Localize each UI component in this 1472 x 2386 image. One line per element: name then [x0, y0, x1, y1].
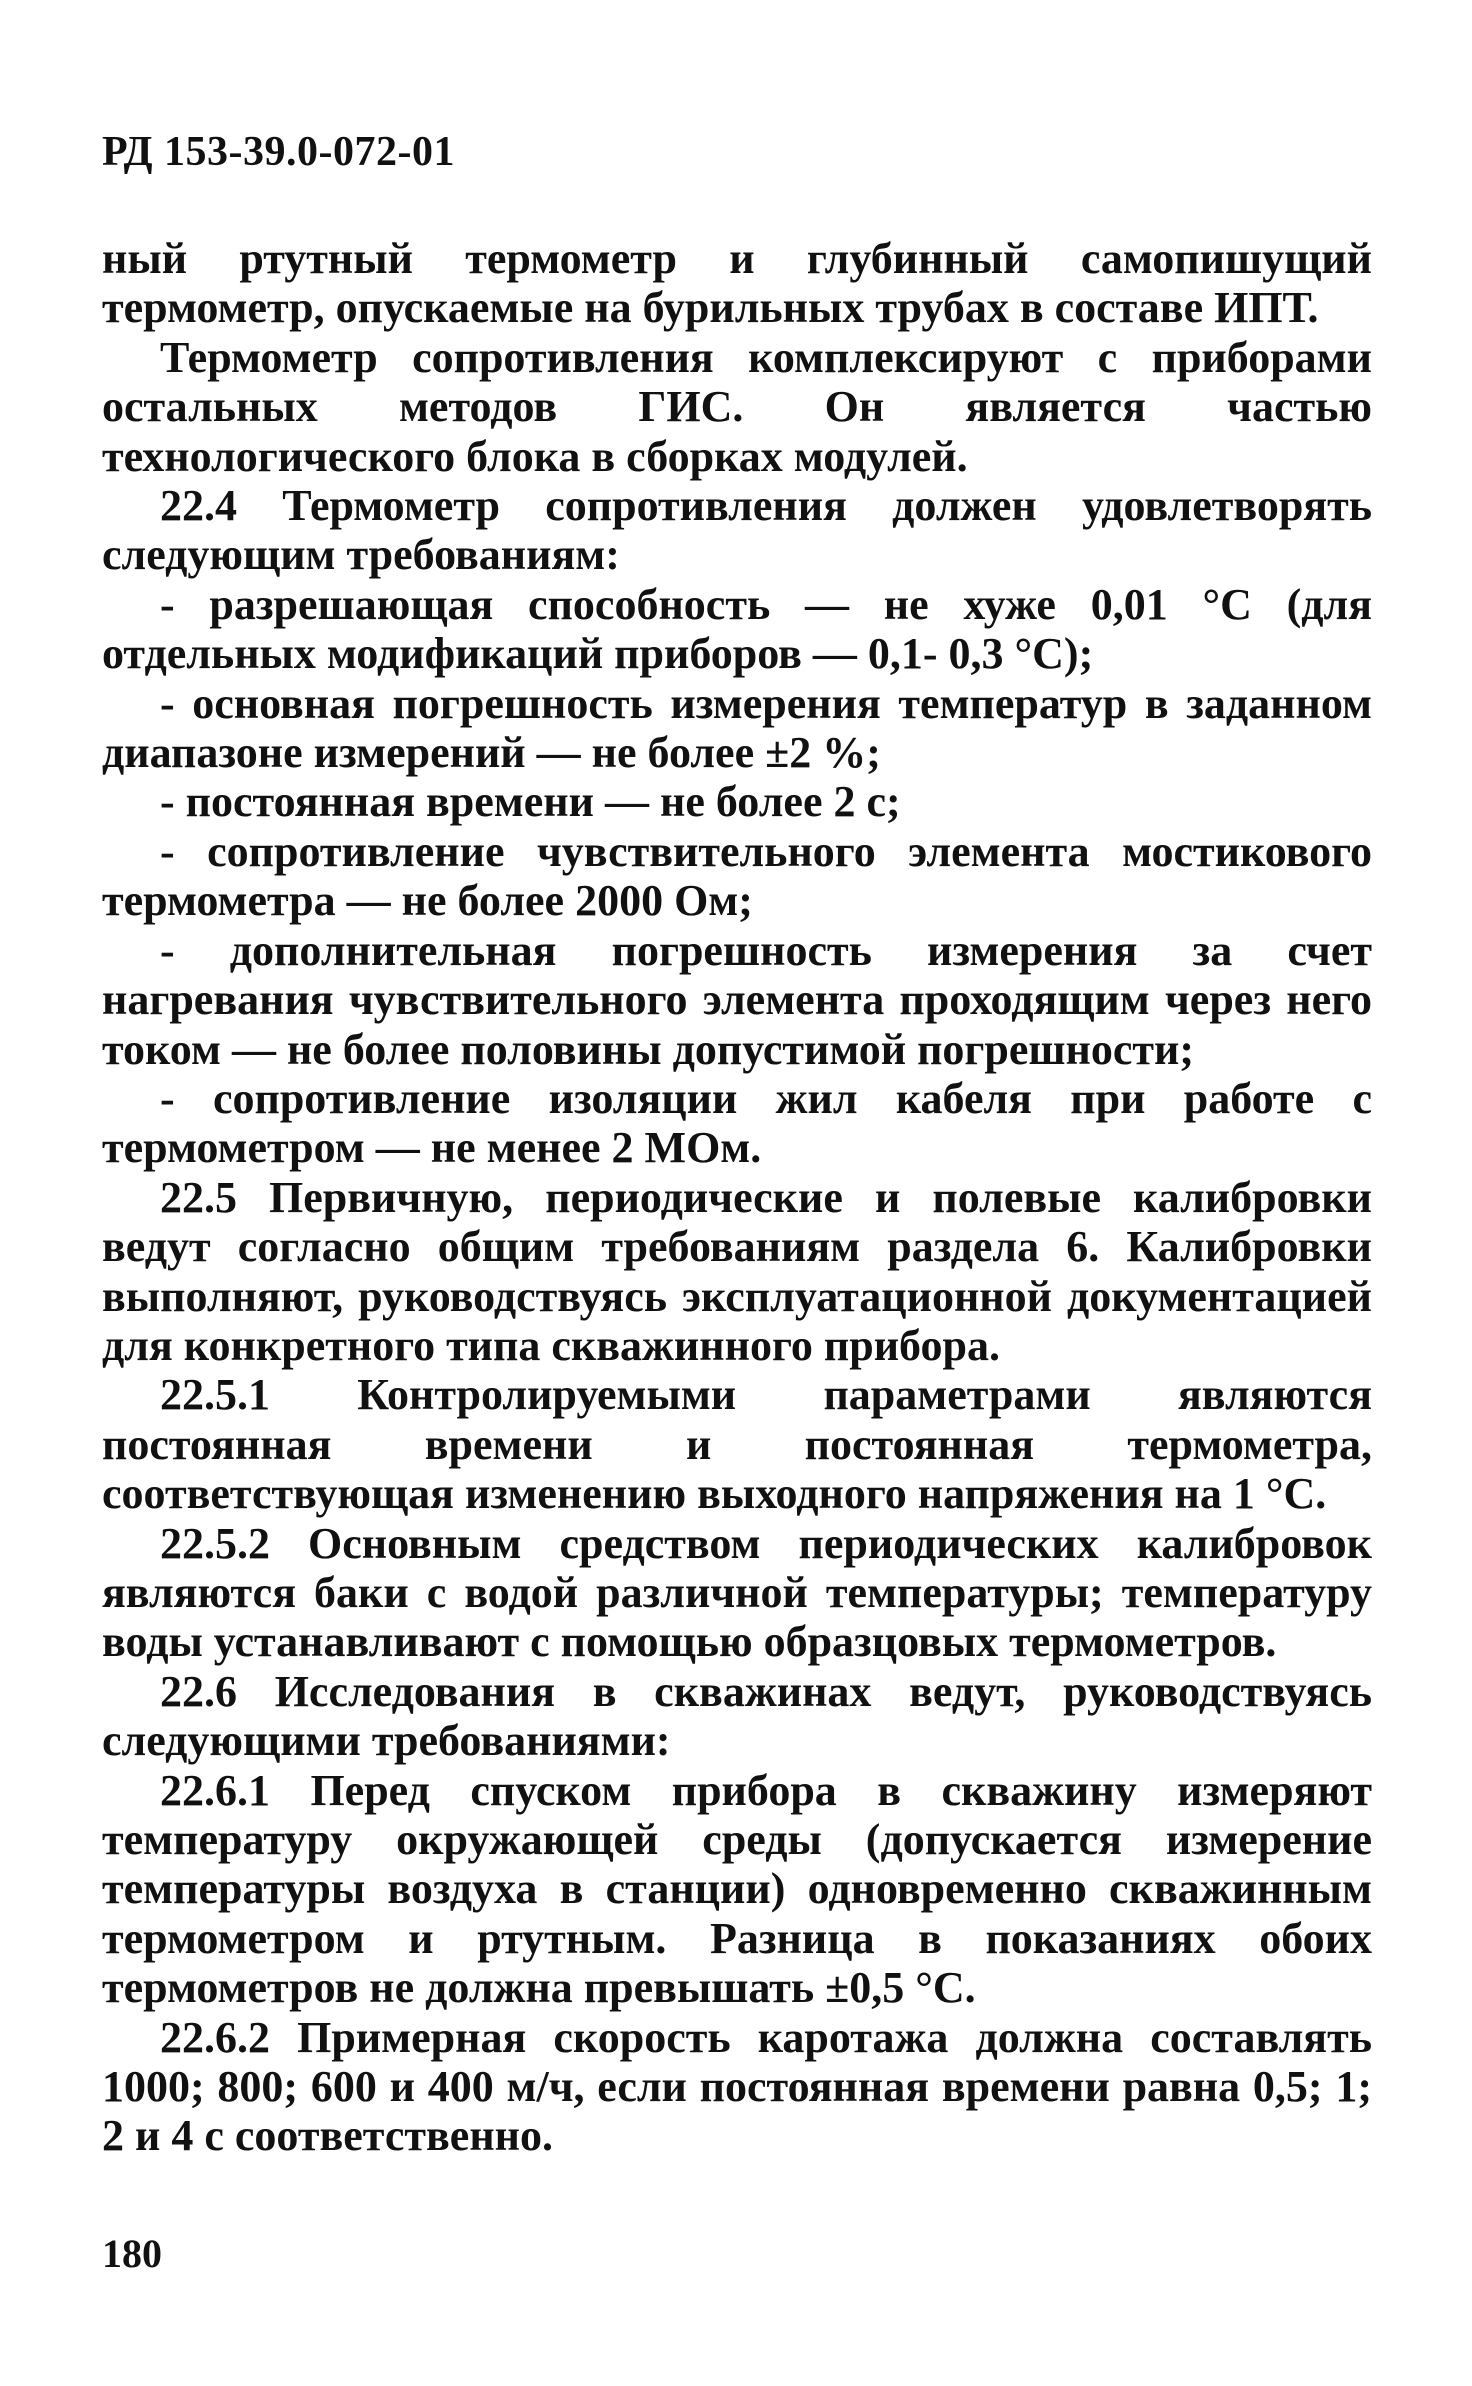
- page-number: 180: [102, 2231, 162, 2276]
- paragraph-22-5: 22.5 Первичную, периодические и полевые калибровки ведут согласно общим требованиям раздела 6. Калибровки выполняют, руководствуясь эксплуатационной документацией для конкретного типа скважинного прибора.: [102, 1172, 1372, 1370]
- document-body: [102, 234, 1372, 2161]
- requirement-element-resistance: - сопротивление чувствительного элемента мостикового термометра — не более 2000 Ом;: [102, 826, 1372, 926]
- requirement-additional-error: - дополнительная погрешность измерения за счет нагревания чувствительного элемента проходящим через него током — не более половины допустимой погрешности;: [102, 925, 1372, 1074]
- document-code-header: РД 153-39.0-072-01: [102, 129, 456, 175]
- paragraph-22-6-1: 22.6.1 Перед спуском прибора в скважину измеряют температуру окружающей среды (допускается измерение температуры воздуха в станции) одновременно скважинным термометром и ртутным. Разница в показаниях обоих термометров не должна превышать ±0,5 °С.: [102, 1765, 1372, 2013]
- paragraph-22-5-2: 22.5.2 Основным средством периодических калибровок являются баки с водой различной температуры; температуру воды устанавливают с помощью образцовых термометров.: [102, 1518, 1372, 1667]
- paragraph-22-4: 22.4 Термометр сопротивления должен удовлетворять следующим требованиям:: [102, 481, 1372, 580]
- paragraph-22-6-2: 22.6.2 Примерная скорость каротажа должна составлять 1000; 800; 600 и 400 м/ч, если постоянная времени равна 0,5; 1; 2 и 4 с соответственно.: [102, 2012, 1372, 2161]
- requirement-resolution: - разрешающая способность — не хуже 0,01 °С (для отдельных модификаций приборов — 0,1- 0,3 °С);: [102, 579, 1372, 679]
- paragraph-thermometer-complex: Термометр сопротивления комплексируют с приборами остальных методов ГИС. Он является частью технологического блока в сборках модулей.: [102, 332, 1372, 481]
- requirement-insulation: - сопротивление изоляции жил кабеля при работе с термометром — не менее 2 МОм.: [102, 1073, 1372, 1173]
- paragraph-22-6: 22.6 Исследования в скважинах ведут, руководствуясь следующими требованиями:: [102, 1666, 1372, 1766]
- paragraph-continuation: ный ртутный термометр и глубинный самопишущий термометр, опускаемые на бурильных трубах в составе ИПТ.: [102, 234, 1372, 333]
- paragraph-22-5-1: 22.5.1 Контролируемыми параметрами являются постоянная времени и постоянная термометра, соответствующая изменению выходного напряжения на 1 °С.: [102, 1370, 1372, 1519]
- requirement-time-constant: - постоянная времени — не более 2 с;: [160, 777, 901, 827]
- requirement-basic-error: - основная погрешность измерения температур в заданном диапазоне измерений — не более ±2 %;: [102, 678, 1372, 778]
